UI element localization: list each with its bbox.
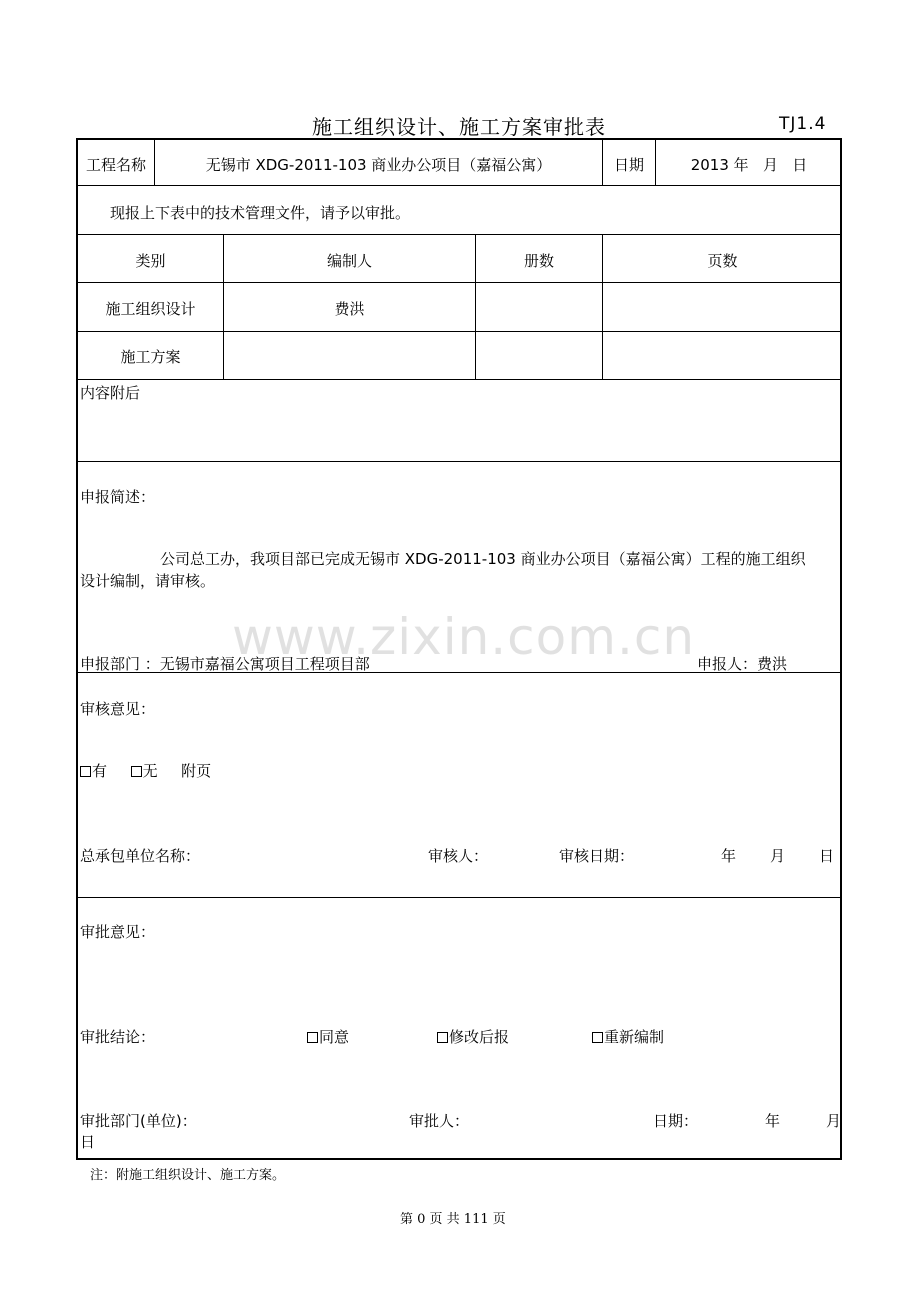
- table-cell-category: 施工组织设计: [105, 300, 196, 318]
- date-value: 2013 年 月 日: [690, 156, 808, 174]
- col-header-volumes: 册数: [523, 252, 554, 270]
- checkbox-agree[interactable]: [307, 1032, 318, 1043]
- review-day: 日: [819, 847, 835, 865]
- conclusion-label: 审批结论：: [80, 1028, 156, 1046]
- applicant: 申报人：费洪: [697, 655, 788, 673]
- application-body-line1: 公司总工办，我项目部已完成无锡市 XDG-2011-103 商业办公项目（嘉福公寓）工程的施工组织: [160, 550, 806, 568]
- table-cell-author: 费洪: [334, 300, 365, 318]
- approval-month: 月: [826, 1112, 842, 1130]
- date-label: 日期: [613, 156, 644, 174]
- approval-dept-label: 审批部门(单位)：: [80, 1112, 197, 1130]
- form-title: 施工组织设计、施工方案审批表: [312, 115, 606, 139]
- checkbox-no-attachment[interactable]: [131, 766, 142, 777]
- row-divider: [77, 185, 842, 186]
- footnote: 注：附施工组织设计、施工方案。: [90, 1168, 286, 1183]
- application-dept: 申报部门 ：无锡市嘉福公寓项目工程项目部: [80, 655, 370, 673]
- review-year: 年: [721, 847, 737, 865]
- contractor-label: 总承包单位名称：: [80, 847, 201, 865]
- approval-heading: 审批意见：: [80, 923, 156, 941]
- col-header-pages: 页数: [707, 252, 738, 270]
- application-body-line2: 设计编制，请审核。: [80, 572, 216, 590]
- review-heading: 审核意见：: [80, 700, 156, 718]
- row-divider: [77, 379, 842, 380]
- option-agree-label: 同意: [319, 1028, 350, 1046]
- approval-date-label: 日期：: [653, 1112, 699, 1130]
- option-agree: [307, 1026, 349, 1047]
- project-name-label: 工程名称: [85, 156, 146, 174]
- checkbox-revise[interactable]: [437, 1032, 448, 1043]
- row-divider: [77, 282, 842, 283]
- attachment-options: [80, 760, 211, 781]
- approver-label: 审批人：: [409, 1112, 470, 1130]
- row-divider: [77, 234, 842, 235]
- checkbox-has-attachment[interactable]: [80, 766, 91, 777]
- option-redo: [592, 1026, 664, 1047]
- option-yes-label: 有: [92, 762, 108, 780]
- watermark: www.zixin.com.cn: [232, 608, 696, 666]
- row-divider: [77, 461, 842, 462]
- attach-page-label: 附页: [181, 762, 212, 780]
- application-heading: 申报简述：: [80, 488, 156, 506]
- table-cell-category: 施工方案: [120, 348, 181, 366]
- approval-year: 年: [765, 1112, 781, 1130]
- col-header-category: 类别: [135, 252, 166, 270]
- option-revise-label: 修改后报: [449, 1028, 510, 1046]
- review-date-label: 审核日期：: [559, 847, 635, 865]
- reviewer-label: 审核人：: [428, 847, 489, 865]
- checkbox-redo[interactable]: [592, 1032, 603, 1043]
- project-name-value: 无锡市 XDG-2011-103 商业办公项目（嘉福公寓）: [205, 156, 552, 174]
- col-header-author: 编制人: [326, 252, 372, 270]
- row-divider: [77, 897, 842, 898]
- attachment-note: 内容附后: [80, 384, 141, 402]
- review-month: 月: [770, 847, 786, 865]
- option-redo-label: 重新编制: [604, 1028, 665, 1046]
- option-no-label: 无: [142, 762, 158, 780]
- option-revise: [437, 1026, 509, 1047]
- form-code: TJ1.4: [779, 114, 827, 134]
- page-indicator: 第 0 页 共 111 页: [400, 1212, 506, 1227]
- row-divider: [77, 331, 842, 332]
- intro-text: 现报上下表中的技术管理文件，请予以审批。: [110, 204, 411, 222]
- approval-day: 日: [80, 1133, 96, 1151]
